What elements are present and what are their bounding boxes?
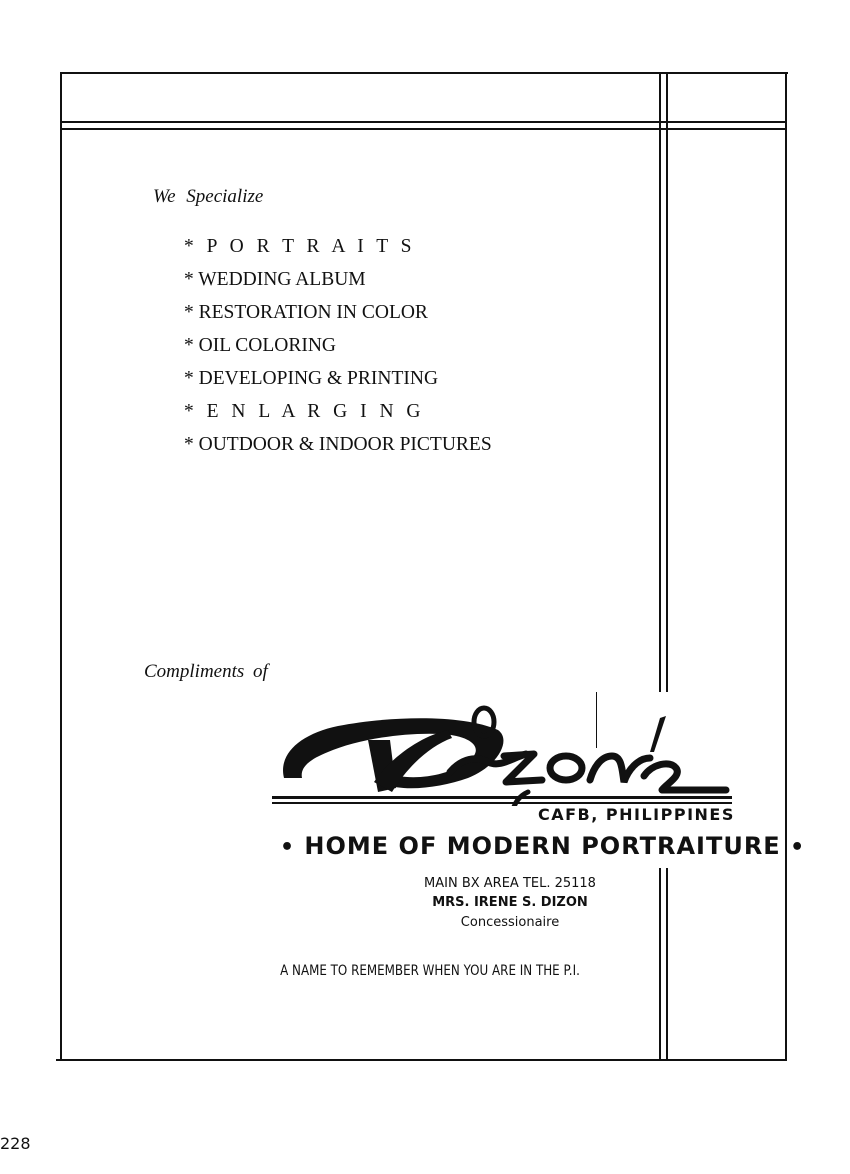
frame-top [61, 72, 788, 74]
frame-bottom [56, 1059, 785, 1061]
dizons-logo [272, 696, 742, 806]
services-list [184, 233, 492, 464]
service-item: * WEDDING ALBUM [184, 269, 366, 290]
frame-left [60, 72, 62, 1061]
bullet-icon: • [280, 835, 296, 860]
address-text: MAIN BX AREA TEL. 25118 [424, 876, 596, 891]
owner-name: MRS. IRENE S. DIZON [432, 895, 588, 910]
location-text: CAFB, PHILIPPINES [538, 805, 735, 824]
frame-vrule-right-bottom [666, 868, 668, 1061]
slogan-text: A NAME TO REMEMBER WHEN YOU ARE IN THE P.I. [280, 963, 580, 979]
frame-hrule-lower [61, 128, 787, 130]
bullet-icon: • [790, 835, 806, 860]
frame-vrule-left-top [659, 72, 661, 692]
tagline-text: HOME OF MODERN PORTRAITURE [304, 832, 781, 860]
frame-vrule-left-bottom [659, 868, 661, 1061]
intro-heading: We Specialize [153, 186, 264, 207]
frame-right [785, 72, 787, 1061]
service-item: * OUTDOOR & INDOOR PICTURES [184, 434, 492, 455]
service-item: * RESTORATION IN COLOR [184, 302, 428, 323]
page-number: 228 [0, 1134, 31, 1153]
compliments-text: Compliments of [144, 661, 268, 682]
frame-vrule-right-top [666, 72, 668, 692]
owner-role: Concessionaire [460, 915, 560, 930]
service-item: * OIL COLORING [184, 335, 337, 356]
frame-hrule-upper [61, 121, 787, 123]
logo-script-icon [272, 696, 742, 806]
service-item: * P O R T R A I T S [184, 236, 416, 257]
service-item: * E N L A R G I N G [184, 401, 425, 422]
tagline [280, 832, 806, 860]
service-item: * DEVELOPING & PRINTING [184, 368, 439, 389]
